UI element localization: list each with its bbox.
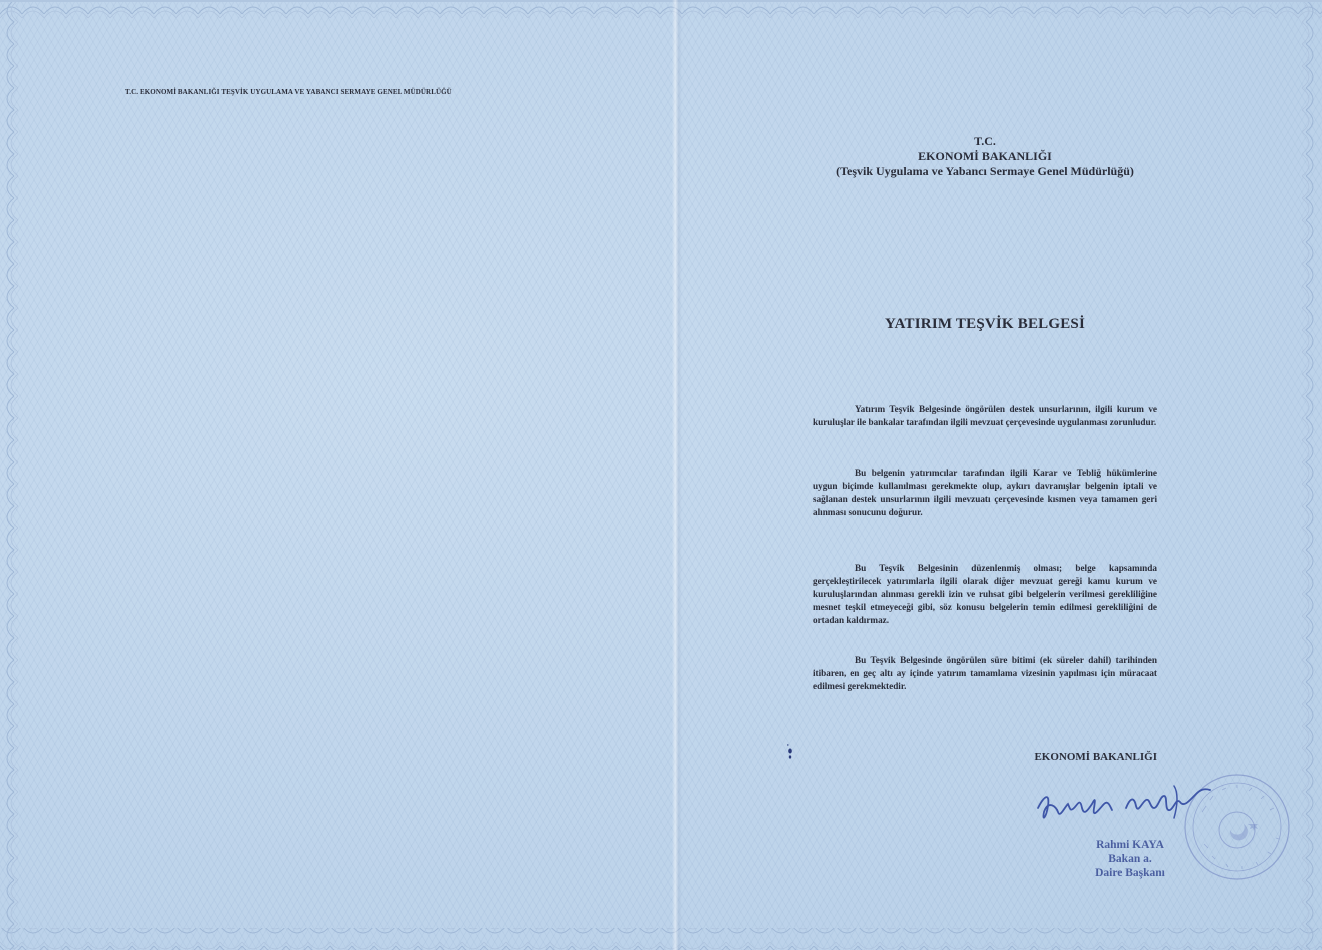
ministry-line-3: (Teşvik Uygulama ve Yabancı Sermaye Genel Müdürlüğü): [836, 164, 1134, 178]
paragraph-3: Bu Teşvik Belgesinin düzenlenmiş olması; belge kapsamında gerçekleştirilecek yatırımlarla ilgili olarak diğer mevzuat gereği kamu kurum ve kuruluşlarından alınması gerekli izin ve ruhsat gibi belgelerin verilmesi gerekliliğine mesnet teşkil etmeyeceği gibi, söz konusu belgelerin temin edilmesi gerekliliğini de ortadan kaldırmaz.: [813, 563, 1157, 625]
ministry-line-1: T.C.: [974, 134, 996, 148]
ministry-heading: [800, 134, 1170, 179]
signer-role-1: Bakan a.: [1108, 853, 1152, 865]
signer-block: [1080, 838, 1180, 880]
paragraph-4: Bu Teşvik Belgesinde öngörülen süre bitimi (ek süreler dahil) tarihinden itibaren, en geç altı ay içinde yatırım tamamlama vizesinin yapılması için müracaat edilmesi gerekmektedir.: [813, 655, 1157, 691]
paragraph-1: Yatırım Teşvik Belgesinde öngörülen destek unsurlarının, ilgili kurum ve kuruluşlar ile bankalar tarafından ilgili mevzuat çerçevesinde uygulanması zorunludur.: [813, 404, 1157, 427]
handwritten-signature-icon: [1034, 778, 1214, 826]
left-page-header: T.C. EKONOMİ BAKANLIĞI TEŞVİK UYGULAMA VE YABANCI SERMAYE GENEL MÜDÜRLÜĞÜ: [125, 88, 452, 96]
document-title: YATIRIM TEŞVİK BELGESİ: [884, 316, 1086, 332]
ink-mark: [787, 743, 827, 763]
signer-role-2: Daire Başkanı: [1095, 867, 1165, 879]
ministry-line-2: EKONOMİ BAKANLIĞI: [918, 149, 1052, 163]
signing-organization: EKONOMİ BAKANLIĞI: [1034, 751, 1157, 763]
signer-name: Rahmi KAYA: [1096, 839, 1164, 851]
page-fold: [672, 0, 682, 950]
paragraph-2: Bu belgenin yatırımcılar tarafından ilgili Karar ve Tebliğ hükümlerine uygun biçimde kullanılması gerekmekte olup, aykırı davranışlar belgenin iptali ve sağlanan destek unsurlarının ilgili mevzuatı çerçevesinde kısmen veya tamamen geri alınması sonucunu doğurur.: [813, 468, 1157, 517]
